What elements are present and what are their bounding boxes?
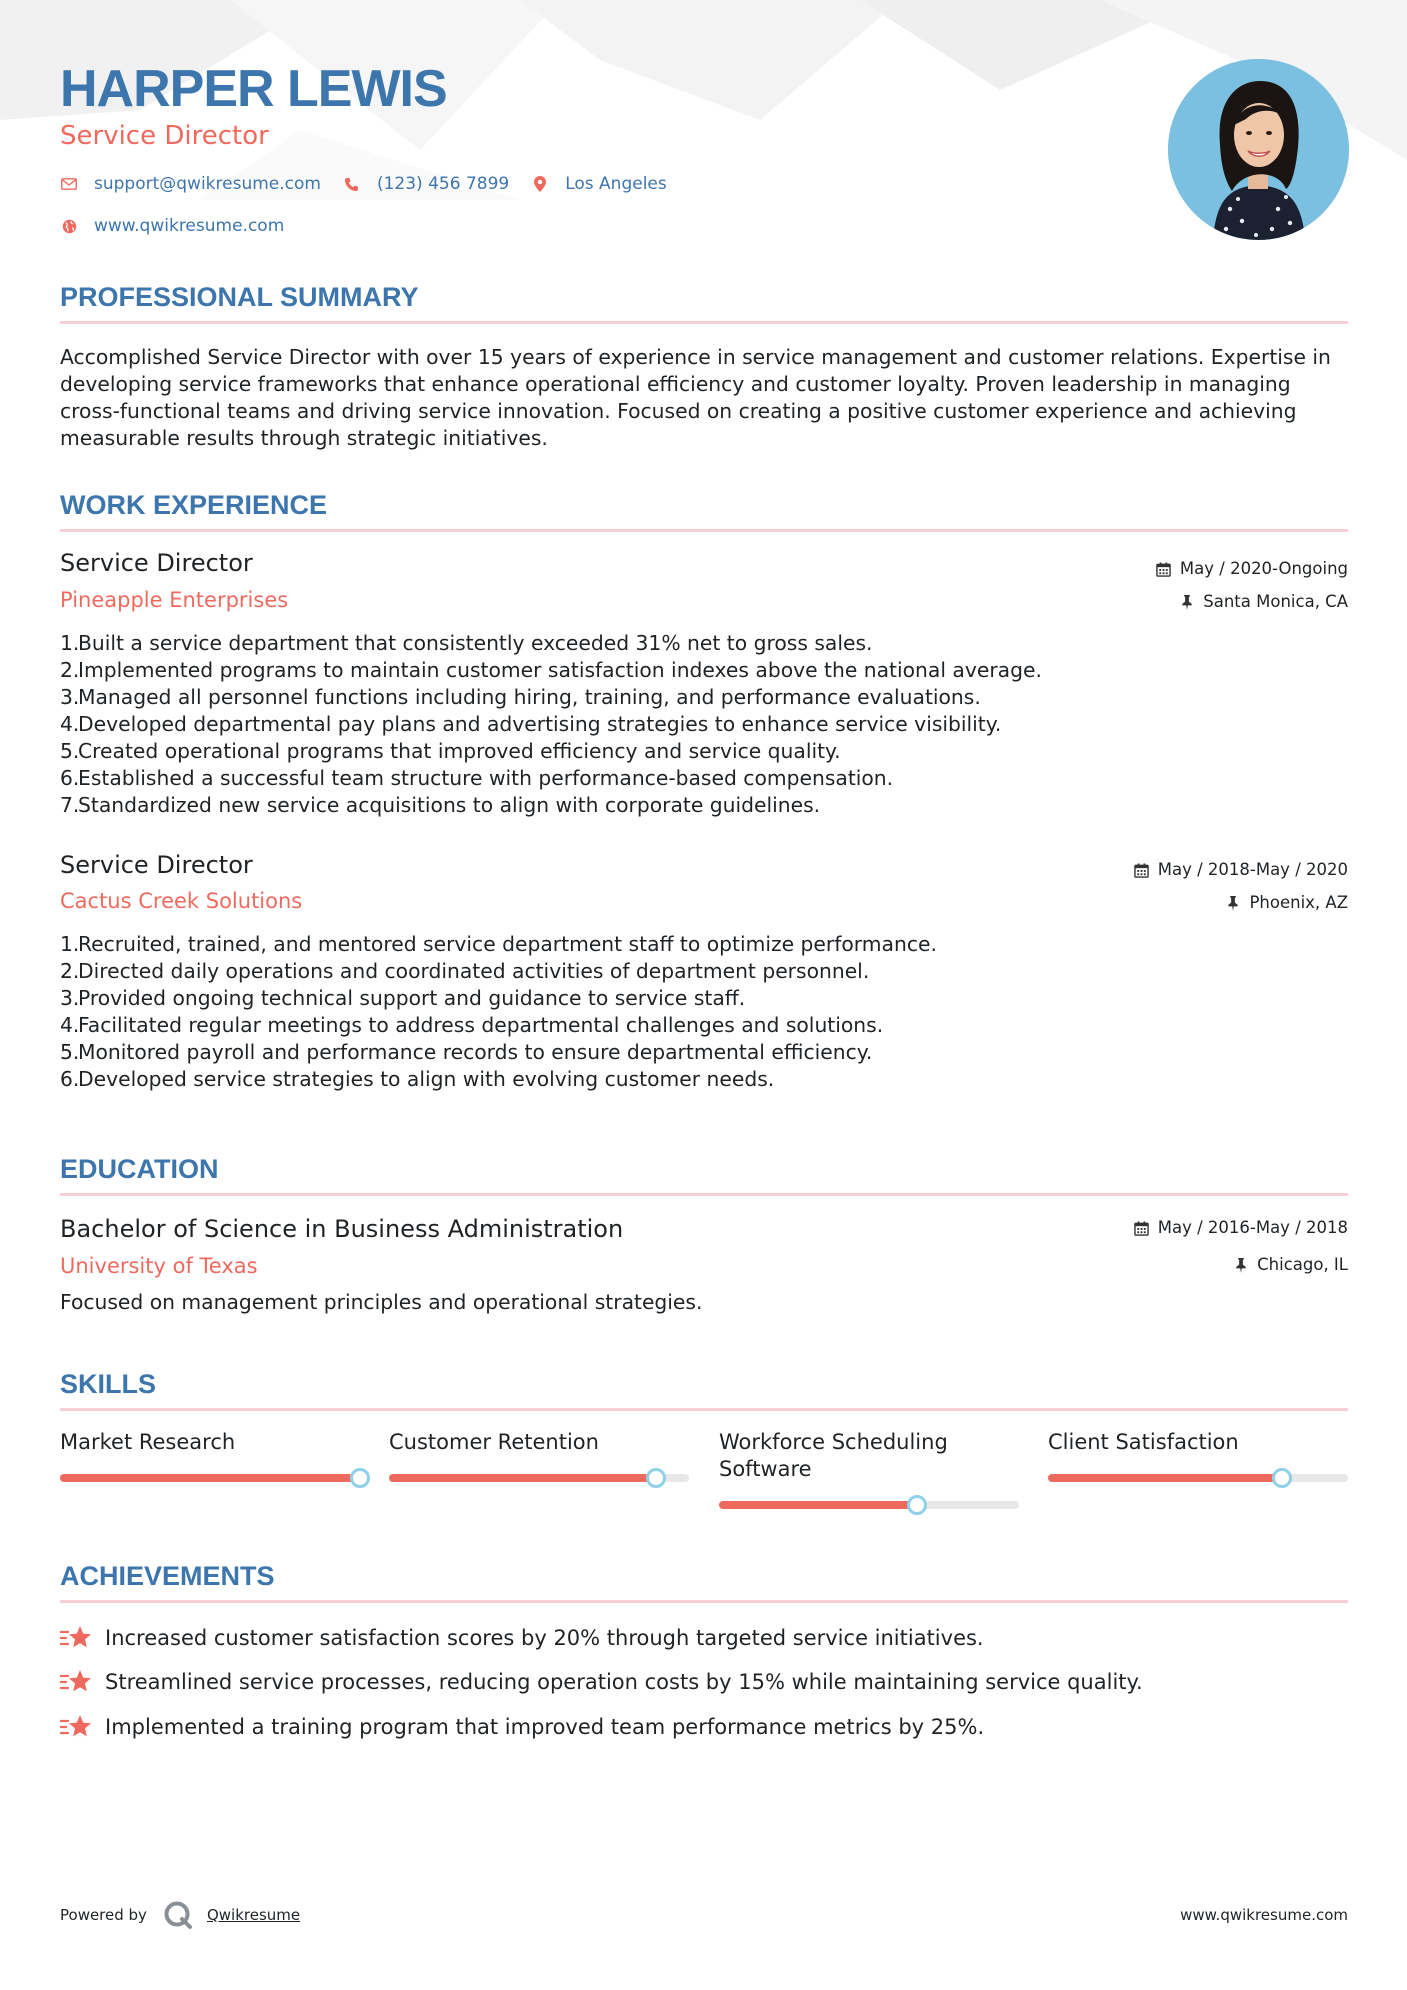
summary-text: Accomplished Service Director with over 15 years of experience in service management and customer relations. Expertise in developing service frameworks that enhance operational efficiency and customer loyalty. Proven leadership in managing cross-functional teams and driving service innovation. Focused on creating a positive customer experience and achieving measurable results through strategic initiatives.: [60, 345, 1331, 450]
email-contact[interactable]: [60, 173, 321, 195]
experience-divider: [60, 529, 1348, 532]
achievement-item: [60, 1713, 984, 1741]
contact-row: [60, 173, 689, 195]
phone-icon: [343, 175, 361, 193]
skill-bar: [389, 1474, 689, 1482]
school-name: University of Texas: [60, 1254, 258, 1278]
website-contact[interactable]: [60, 215, 284, 237]
education-description: Focused on management principles and operational strategies.: [60, 1290, 703, 1314]
pushpin-icon: [1179, 594, 1195, 610]
list-item: 2. Directed daily operations and coordinated activities of department personnel.: [60, 959, 870, 983]
job-title: Service Director: [60, 851, 253, 879]
education-divider: [60, 1193, 1348, 1196]
star-icon: [60, 1668, 92, 1696]
list-item: 3. Provided ongoing technical support and guidance to service staff.: [60, 986, 746, 1010]
job-location: [1179, 592, 1348, 612]
skill-bar-knob: [350, 1468, 370, 1488]
pushpin-icon: [1225, 895, 1241, 911]
list-item: 6. Established a successful team structure with performance-based compensation.: [60, 766, 894, 790]
list-item: 7. Standardized new service acquisitions to align with corporate guidelines.: [60, 793, 821, 817]
skills-divider: [60, 1408, 1348, 1411]
skill-bar-fill: [60, 1474, 360, 1482]
summary-divider: [60, 321, 1348, 324]
globe-icon: [60, 217, 78, 235]
achievement-text: Increased customer satisfaction scores by 20% through targeted service initiatives.: [105, 1626, 984, 1650]
achievements-heading: ACHIEVEMENTS: [60, 1561, 275, 1591]
phone-contact: [343, 173, 509, 195]
experience-heading: WORK EXPERIENCE: [60, 490, 328, 520]
phone-text: (123) 456 7899: [376, 174, 510, 194]
education-location-text: Chicago, IL: [1257, 1255, 1348, 1274]
star-icon: [60, 1713, 92, 1741]
skill-bar-fill: [389, 1474, 656, 1482]
skill-bar-fill: [1048, 1474, 1282, 1482]
skill-bar-knob: [907, 1495, 927, 1515]
email-text[interactable]: support@qwikresume.com: [94, 174, 321, 194]
job-company: Pineapple Enterprises: [60, 588, 289, 612]
job-date-text: May / 2018-May / 2020: [1157, 860, 1348, 879]
job-responsibilities: [60, 931, 1310, 1093]
degree-title: Bachelor of Science in Business Administration: [60, 1215, 624, 1243]
envelope-icon: [60, 175, 78, 193]
location-text: Los Angeles: [565, 174, 667, 194]
skill-label: Client Satisfaction: [1048, 1430, 1239, 1454]
skill-bar: [719, 1501, 1019, 1509]
skills-heading: SKILLS: [60, 1369, 157, 1399]
pushpin-icon: [1233, 1257, 1249, 1273]
list-item: 4. Developed departmental pay plans and advertising strategies to enhance service visibility.: [60, 712, 1002, 736]
skill-bar-knob: [1272, 1468, 1292, 1488]
candidate-name: HARPER LEWIS: [60, 60, 447, 118]
website-row: [60, 215, 306, 237]
job-location: [1225, 893, 1348, 913]
skill-item: [1048, 1429, 1348, 1456]
qwikresume-link[interactable]: Qwikresume: [206, 1906, 301, 1924]
list-item: 3. Managed all personnel functions including hiring, training, and performance evaluations.: [60, 685, 981, 709]
skill-bar-fill: [719, 1501, 917, 1509]
list-item: 1. Recruited, trained, and mentored service department staff to optimize performance.: [60, 932, 937, 956]
star-icon: [60, 1624, 92, 1652]
job-date-text: May / 2020-Ongoing: [1179, 559, 1348, 578]
skill-label: Customer Retention: [389, 1430, 599, 1454]
job-date: [1134, 860, 1348, 880]
footer-powered-by: [60, 1900, 300, 1930]
footer-url[interactable]: www.qwikresume.com: [1180, 1906, 1348, 1924]
education-location: [1233, 1255, 1348, 1275]
achievement-item: [60, 1668, 1143, 1696]
skill-bar-knob: [646, 1468, 666, 1488]
map-pin-icon: [531, 175, 549, 193]
list-item: 5. Created operational programs that improved efficiency and service quality.: [60, 739, 841, 763]
job-title: Service Director: [60, 549, 253, 577]
avatar: [1168, 59, 1349, 240]
achievement-text: Streamlined service processes, reducing operation costs by 15% while maintaining service quality.: [105, 1670, 1143, 1694]
skill-label: Market Research: [60, 1430, 236, 1454]
skill-item: [60, 1429, 360, 1456]
list-item: 2. Implemented programs to maintain customer satisfaction indexes above the national average.: [60, 658, 1042, 682]
achievement-item: [60, 1624, 984, 1652]
calendar-icon: [1156, 561, 1172, 577]
job-location-text: Santa Monica, CA: [1203, 592, 1348, 611]
list-item: 4. Facilitated regular meetings to address departmental challenges and solutions.: [60, 1013, 884, 1037]
skill-item: [719, 1429, 1019, 1483]
website-text[interactable]: www.qwikresume.com: [94, 216, 285, 236]
list-item: 6. Developed service strategies to align with evolving customer needs.: [60, 1067, 775, 1091]
education-date-text: May / 2016-May / 2018: [1157, 1218, 1348, 1237]
list-item: 1. Built a service department that consistently exceeded 31% net to gross sales.: [60, 631, 873, 655]
skill-item: [389, 1429, 689, 1456]
job-location-text: Phoenix, AZ: [1249, 893, 1348, 912]
skill-label: Workforce Scheduling Software: [719, 1430, 948, 1481]
calendar-icon: [1134, 862, 1150, 878]
candidate-title: Service Director: [60, 121, 269, 151]
education-date: [1134, 1218, 1348, 1238]
powered-by-label: Powered by: [60, 1906, 147, 1924]
job-date: [1156, 559, 1348, 579]
qwikresume-logo-icon: [163, 1900, 193, 1930]
achievement-text: Implemented a training program that improved team performance metrics by 25%.: [105, 1715, 985, 1739]
job-company: Cactus Creek Solutions: [60, 889, 303, 913]
list-item: 5. Monitored payroll and performance records to ensure departmental efficiency.: [60, 1040, 873, 1064]
education-heading: EDUCATION: [60, 1154, 219, 1184]
calendar-icon: [1134, 1220, 1150, 1236]
achievements-divider: [60, 1600, 1348, 1603]
skill-bar: [1048, 1474, 1348, 1482]
job-responsibilities: [60, 630, 1310, 819]
summary-heading: PROFESSIONAL SUMMARY: [60, 282, 419, 312]
skill-bar: [60, 1474, 360, 1482]
location-contact: [531, 173, 667, 195]
